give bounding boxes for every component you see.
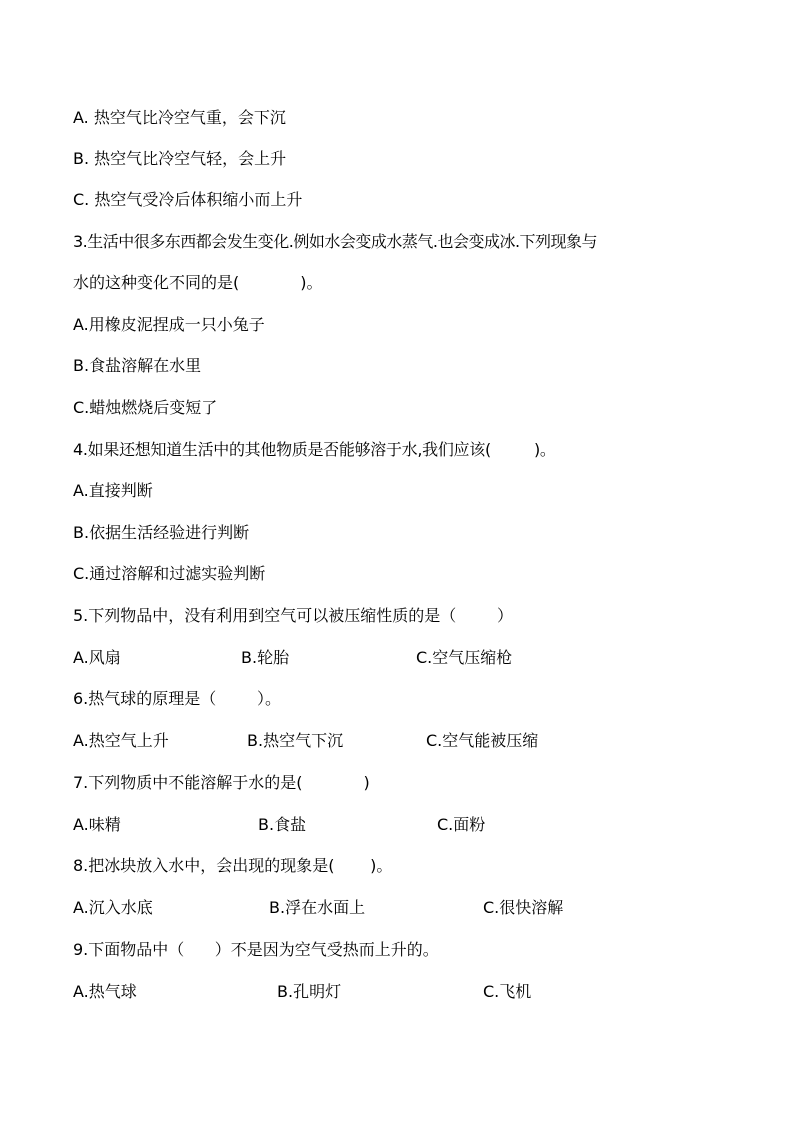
q2-option-a: A. 热空气比冷空气重，会下沉 xyxy=(73,108,286,127)
q7-option-a: A.味精 xyxy=(73,815,121,834)
q3-option-a: A.用橡皮泥捏成一只小兔子 xyxy=(73,315,265,334)
q6-option-b: B.热空气下沉 xyxy=(247,731,344,750)
q6-stem: 6.热气球的原理是（ ）。 xyxy=(73,689,281,708)
q9-option-b: B.孔明灯 xyxy=(277,982,342,1001)
q4-stem: 4.如果还想知道生活中的其他物质是否能够溶于水,我们应该( )。 xyxy=(73,440,556,459)
q4-option-c: C.通过溶解和过滤实验判断 xyxy=(73,564,266,583)
q5-option-c: C.空气压缩枪 xyxy=(416,648,513,667)
q8-option-b: B.浮在水面上 xyxy=(269,898,366,917)
q2-option-b: B. 热空气比冷空气轻，会上升 xyxy=(73,149,287,168)
q7-option-b: B.食盐 xyxy=(258,815,307,834)
q7-stem: 7.下列物质中不能溶解于水的是( ) xyxy=(73,773,370,792)
q9-option-c: C.飞机 xyxy=(483,982,532,1001)
q8-option-c: C.很快溶解 xyxy=(483,898,564,917)
q6-option-a: A.热空气上升 xyxy=(73,731,169,750)
q3-stem-line1: 3.生活中很多东西都会发生变化.例如水会变成水蒸气.也会变成冰.下列现象与 xyxy=(73,232,598,251)
q8-stem: 8.把冰块放入水中，会出现的现象是( )。 xyxy=(73,856,393,875)
q5-option-a: A.风扇 xyxy=(73,648,121,667)
q6-option-c: C.空气能被压缩 xyxy=(426,731,539,750)
q9-options xyxy=(73,982,723,1082)
q2-option-c: C. 热空气受冷后体积缩小而上升 xyxy=(73,190,303,209)
q3-stem-line2: 水的这种变化不同的是( )。 xyxy=(73,273,323,292)
q7-option-c: C.面粉 xyxy=(437,815,486,834)
q9-option-a: A.热气球 xyxy=(73,982,137,1001)
q5-stem: 5.下列物品中，没有利用到空气可以被压缩性质的是（ ） xyxy=(73,606,513,625)
q4-option-a: A.直接判断 xyxy=(73,481,153,500)
q9-stem: 9.下面物品中（ ）不是因为空气受热而上升的。 xyxy=(73,940,439,959)
q8-option-a: A.沉入水底 xyxy=(73,898,153,917)
q5-option-b: B.轮胎 xyxy=(241,648,290,667)
q3-option-c: C.蜡烛燃烧后变短了 xyxy=(73,398,218,417)
q4-option-b: B.依据生活经验进行判断 xyxy=(73,523,250,542)
q3-option-b: B.食盐溶解在水里 xyxy=(73,356,202,375)
